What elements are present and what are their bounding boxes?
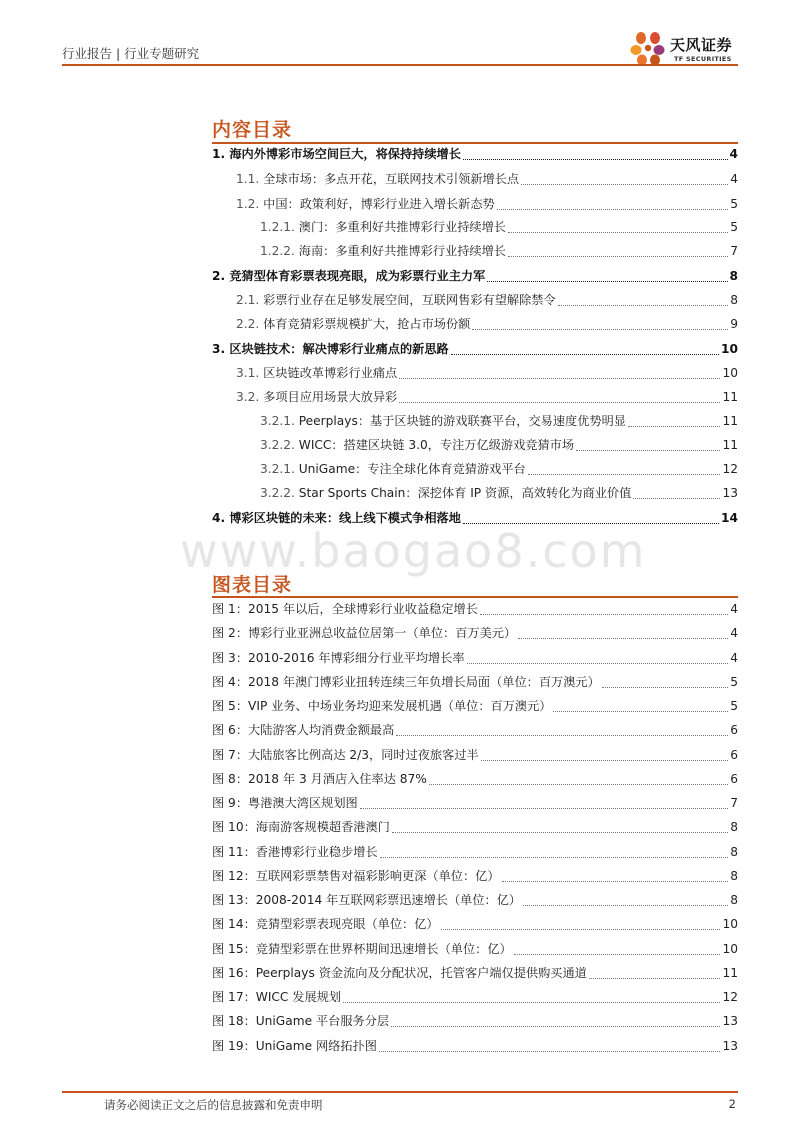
figure-entry-title: 2010-2016 年博彩细分行业平均增长率 bbox=[248, 650, 465, 665]
toc-entry-page: 7 bbox=[730, 244, 738, 258]
figure-entry-number: 图 6： bbox=[212, 723, 249, 738]
toc-entry[interactable] bbox=[236, 316, 738, 333]
figure-entry-page: 6 bbox=[730, 723, 738, 738]
figure-entry-page: 8 bbox=[730, 820, 738, 835]
figure-entry-title: 大陆旅客比例高达 2/3，同时过夜旅客过半 bbox=[248, 747, 479, 762]
toc-entry-title: UniGame：专注全球化体育竞猜游戏平台 bbox=[298, 462, 526, 476]
toc-entry-number: 2.2. bbox=[236, 317, 264, 331]
figure-entry-number: 图 12： bbox=[212, 868, 256, 883]
figure-entry[interactable] bbox=[212, 1013, 738, 1030]
dot-leader bbox=[392, 832, 728, 833]
toc-entry-number: 1.2.1. bbox=[260, 220, 299, 234]
figure-entry[interactable] bbox=[212, 819, 738, 836]
dot-leader bbox=[553, 711, 728, 712]
figure-entry-number: 图 8： bbox=[212, 771, 249, 786]
toc-entry-page: 5 bbox=[730, 220, 738, 234]
figure-entry-title: 2008-2014 年互联网彩票迅速增长（单位：亿） bbox=[255, 893, 522, 907]
figure-entry-title: 2015 年以后，全球博彩行业收益稳定增长 bbox=[248, 602, 478, 616]
watermark: www.baogao8.com bbox=[180, 524, 647, 578]
dot-leader bbox=[589, 978, 721, 979]
toc-entry[interactable] bbox=[260, 413, 738, 430]
report-category: 行业报告 | 行业专题研究 bbox=[62, 46, 200, 61]
figure-entry-number: 图 13： bbox=[212, 893, 256, 907]
toc-entry-page: 4 bbox=[730, 172, 738, 186]
figure-entry[interactable] bbox=[212, 868, 738, 885]
toc-entry-page: 13 bbox=[722, 486, 738, 500]
toc-title-divider bbox=[212, 142, 738, 144]
figure-entry-title: Peerplays 资金流向及分配状况，托管客户端仅提供购买通道 bbox=[255, 965, 587, 980]
dot-leader bbox=[396, 735, 728, 736]
figure-entry-title: 香港博彩行业稳步增长 bbox=[255, 844, 378, 859]
flower-logo-icon bbox=[628, 28, 668, 68]
toc-entry-page: 9 bbox=[730, 317, 738, 331]
figure-entry-number: 图 4： bbox=[212, 674, 249, 689]
figure-entry[interactable] bbox=[212, 625, 738, 642]
toc-entry[interactable] bbox=[212, 341, 738, 358]
dot-leader bbox=[379, 1051, 721, 1052]
dot-leader bbox=[399, 378, 720, 379]
toc-entry-page: 11 bbox=[722, 390, 738, 404]
figure-entry-page: 12 bbox=[722, 990, 738, 1004]
figure-entry-number: 图 3： bbox=[212, 650, 249, 665]
figure-entry-page: 6 bbox=[730, 747, 738, 762]
toc-entry-number: 1.2.2. bbox=[260, 244, 299, 258]
dot-leader bbox=[487, 281, 727, 282]
toc-entry-title: 澳门：多重利好共推博彩行业持续增长 bbox=[298, 220, 506, 234]
figure-entry-title: 粤港澳大湾区规划图 bbox=[248, 796, 358, 810]
toc-entry-page: 10 bbox=[721, 342, 738, 356]
toc-entry-number: 2.1. bbox=[236, 293, 264, 307]
toc-entry[interactable] bbox=[260, 461, 738, 478]
toc-entry-title: WICC：搭建区块链 3.0，专注万亿级游戏竞猜市场 bbox=[298, 438, 575, 452]
figure-entry-page: 8 bbox=[730, 844, 738, 859]
dot-leader bbox=[497, 209, 728, 210]
toc-entry-title: 竞猜型体育彩票表现亮眼，成为彩票行业主力军 bbox=[229, 269, 486, 283]
dot-leader bbox=[399, 402, 720, 403]
toc-entry-page: 8 bbox=[730, 293, 738, 307]
toc-entry-page: 12 bbox=[722, 462, 738, 476]
toc-entry-title: 全球市场：多点开花，互联网技术引领新增长点 bbox=[263, 172, 520, 186]
dot-leader bbox=[391, 1026, 720, 1027]
toc-entry[interactable] bbox=[212, 268, 738, 285]
figure-entry-title: 海南游客规模超香港澳门 bbox=[255, 820, 390, 835]
figure-entry-title: 互联网彩票禁售对福彩影响更深（单位：亿） bbox=[255, 868, 500, 883]
dot-leader bbox=[576, 450, 720, 451]
toc-entry-page: 11 bbox=[722, 438, 738, 452]
toc-entry-number: 3. bbox=[212, 342, 230, 356]
toc-entry-page: 5 bbox=[730, 197, 738, 211]
disclaimer-note: 请务必阅读正文之后的信息披露和免责申明 bbox=[104, 1098, 323, 1112]
dot-leader bbox=[628, 426, 721, 427]
dot-leader bbox=[451, 354, 719, 355]
figure-entry[interactable] bbox=[212, 698, 738, 715]
toc-entry-number: 3.2.1. bbox=[260, 462, 299, 476]
figure-entry-number: 图 18： bbox=[212, 1014, 256, 1029]
toc-entry-title: 区块链技术：解决博彩行业痛点的新思路 bbox=[229, 342, 449, 356]
figure-entry-page: 7 bbox=[730, 796, 738, 810]
toc-entry-number: 1.2. bbox=[236, 197, 264, 211]
toc-entry-title: 海南：多重利好共推博彩行业持续增长 bbox=[298, 244, 506, 258]
figure-entry-page: 5 bbox=[730, 699, 738, 713]
figure-entry[interactable] bbox=[212, 989, 738, 1006]
toc-entry-number: 4. bbox=[212, 511, 230, 525]
toc-entry-title: Peerplays：基于区块链的游戏联赛平台，交易速度优势明显 bbox=[298, 414, 626, 428]
figure-entry[interactable] bbox=[212, 722, 738, 739]
figure-entry-title: 2018 年 3 月酒店入住率达 87% bbox=[248, 771, 427, 786]
dot-leader bbox=[472, 329, 728, 330]
figure-entry[interactable] bbox=[212, 795, 738, 812]
figure-entry-title: UniGame 平台服务分层 bbox=[255, 1014, 390, 1029]
logo-text-cn: 天风证券 bbox=[670, 36, 733, 54]
figure-entry-number: 图 5： bbox=[212, 699, 249, 713]
toc-entry-number: 3.2. bbox=[236, 390, 264, 404]
toc-entry-number: 1.1. bbox=[236, 172, 264, 186]
toc-entry-title: 彩票行业存在足够发展空间，互联网售彩有望解除禁令 bbox=[263, 293, 556, 307]
figure-entry[interactable] bbox=[212, 601, 738, 618]
dot-leader bbox=[343, 1002, 720, 1003]
toc-entry[interactable] bbox=[236, 171, 738, 188]
toc-entry-number: 2. bbox=[212, 269, 230, 283]
figure-entry-page: 11 bbox=[722, 965, 738, 980]
figure-entry-number: 图 2： bbox=[212, 626, 249, 641]
dot-leader bbox=[528, 474, 721, 475]
figure-entry[interactable] bbox=[212, 965, 738, 982]
page-number: 2 bbox=[728, 1097, 736, 1111]
dot-leader bbox=[633, 498, 720, 499]
toc-entry-title: 海内外博彩市场空间巨大，将保持持续增长 bbox=[229, 147, 461, 161]
figure-entry[interactable] bbox=[212, 674, 738, 691]
figure-entry[interactable] bbox=[212, 747, 738, 764]
toc-entry[interactable] bbox=[236, 292, 738, 309]
dot-leader bbox=[521, 184, 728, 185]
figures-title-divider bbox=[212, 596, 738, 598]
figure-entry-page: 5 bbox=[730, 674, 738, 689]
figure-entry-number: 图 10： bbox=[212, 820, 256, 835]
dot-leader bbox=[523, 905, 728, 906]
figure-entry-number: 图 14： bbox=[212, 917, 256, 932]
figure-entry[interactable] bbox=[212, 844, 738, 861]
dot-leader bbox=[518, 638, 728, 639]
header-divider bbox=[62, 64, 738, 66]
figure-entry-page: 13 bbox=[722, 1014, 738, 1029]
toc-entry[interactable] bbox=[260, 219, 738, 236]
dot-leader bbox=[360, 808, 728, 809]
toc-entry-page: 14 bbox=[721, 511, 738, 525]
dot-leader bbox=[558, 305, 728, 306]
figure-entry-title: 竞猜型彩票表现亮眼（单位：亿） bbox=[255, 917, 439, 932]
figure-entry-title: VIP 业务、中场业务均迎来发展机遇（单位：百万澳元） bbox=[248, 699, 552, 713]
figure-entry-number: 图 7： bbox=[212, 747, 249, 762]
toc-entry[interactable] bbox=[260, 485, 738, 502]
dot-leader bbox=[502, 881, 728, 882]
toc-entry[interactable] bbox=[260, 243, 738, 260]
figure-entry-page: 6 bbox=[730, 771, 738, 786]
toc-entry-number: 3.2.2. bbox=[260, 438, 299, 452]
toc-entry-title: 区块链改革博彩行业痛点 bbox=[263, 366, 398, 380]
toc-entry-number: 1. bbox=[212, 147, 230, 161]
figure-entry-number: 图 17： bbox=[212, 990, 256, 1004]
dot-leader bbox=[514, 954, 721, 955]
figure-entry-page: 4 bbox=[730, 650, 738, 665]
figure-entry-title: WICC 发展规划 bbox=[255, 990, 342, 1004]
toc-title: 内容目录 bbox=[212, 119, 293, 141]
toc-entry[interactable] bbox=[212, 146, 738, 163]
footer-divider bbox=[62, 1091, 738, 1093]
toc-entry-number: 3.2.1. bbox=[260, 414, 299, 428]
dot-leader bbox=[508, 256, 728, 257]
toc-entry-page: 10 bbox=[722, 366, 738, 380]
figures-title: 图表目录 bbox=[212, 574, 293, 596]
toc-entry[interactable] bbox=[236, 389, 738, 406]
figure-entry[interactable] bbox=[212, 771, 738, 788]
toc-entry-number: 3.2.2. bbox=[260, 486, 299, 500]
figure-entry-page: 13 bbox=[722, 1038, 738, 1053]
dot-leader bbox=[467, 663, 728, 664]
dot-leader bbox=[480, 614, 728, 615]
dot-leader bbox=[463, 159, 728, 160]
figure-entry-number: 图 11： bbox=[212, 844, 256, 859]
dot-leader bbox=[481, 760, 728, 761]
dot-leader bbox=[602, 687, 728, 688]
figure-entry-page: 8 bbox=[730, 893, 738, 907]
logo-text-en: TF SECURITIES bbox=[674, 55, 732, 63]
figure-entry[interactable] bbox=[212, 916, 738, 933]
figure-entry-page: 4 bbox=[730, 626, 738, 641]
dot-leader bbox=[380, 857, 728, 858]
toc-entry-title: 多项目应用场景大放异彩 bbox=[263, 390, 398, 404]
figure-entry[interactable] bbox=[212, 1038, 738, 1055]
dot-leader bbox=[441, 929, 721, 930]
figure-entry-number: 图 16： bbox=[212, 965, 256, 980]
toc-entry-title: 中国：政策利好，博彩行业进入增长新态势 bbox=[263, 197, 495, 211]
toc-entry-title: 博彩区块链的未来：线上线下模式争相落地 bbox=[229, 511, 461, 525]
figure-entry[interactable] bbox=[212, 941, 738, 958]
toc-entry-title: 体育竞猜彩票规模扩大，抢占市场份额 bbox=[263, 317, 471, 331]
toc-entry-title: Star Sports Chain：深挖体育 IP 资源，高效转化为商业价值 bbox=[298, 486, 632, 500]
figure-entry[interactable] bbox=[212, 650, 738, 667]
figure-entry-title: 博彩行业亚洲总收益位居第一（单位：百万美元） bbox=[248, 626, 517, 641]
toc-entry-page: 4 bbox=[729, 147, 738, 161]
toc-entry[interactable] bbox=[236, 196, 738, 213]
figure-entry-page: 10 bbox=[722, 941, 738, 956]
dot-leader bbox=[429, 784, 728, 785]
figure-entry-title: 2018 年澳门博彩业扭转连续三年负增长局面（单位：百万澳元） bbox=[248, 674, 600, 689]
figure-entry-number: 图 15： bbox=[212, 941, 256, 956]
toc-entry-page: 8 bbox=[729, 269, 738, 283]
figure-entry-page: 8 bbox=[730, 868, 738, 883]
toc-entry[interactable] bbox=[260, 437, 738, 454]
figure-entry-title: 大陆游客人均消费金额最高 bbox=[248, 723, 395, 738]
figure-entry-number: 图 19： bbox=[212, 1038, 256, 1053]
toc-entry[interactable] bbox=[236, 365, 738, 382]
toc-entry-number: 3.1. bbox=[236, 366, 264, 380]
dot-leader bbox=[508, 232, 728, 233]
figure-entry-page: 10 bbox=[722, 917, 738, 932]
figure-entry[interactable] bbox=[212, 892, 738, 909]
figure-entry-title: 竞猜型彩票在世界杯期间迅速增长（单位：亿） bbox=[255, 941, 512, 956]
figure-entry-number: 图 1： bbox=[212, 602, 249, 616]
figure-entry-number: 图 9： bbox=[212, 796, 249, 810]
figure-entry-title: UniGame 网络拓扑图 bbox=[255, 1038, 377, 1053]
figure-entry-page: 4 bbox=[730, 602, 738, 616]
toc-entry-page: 11 bbox=[722, 414, 738, 428]
